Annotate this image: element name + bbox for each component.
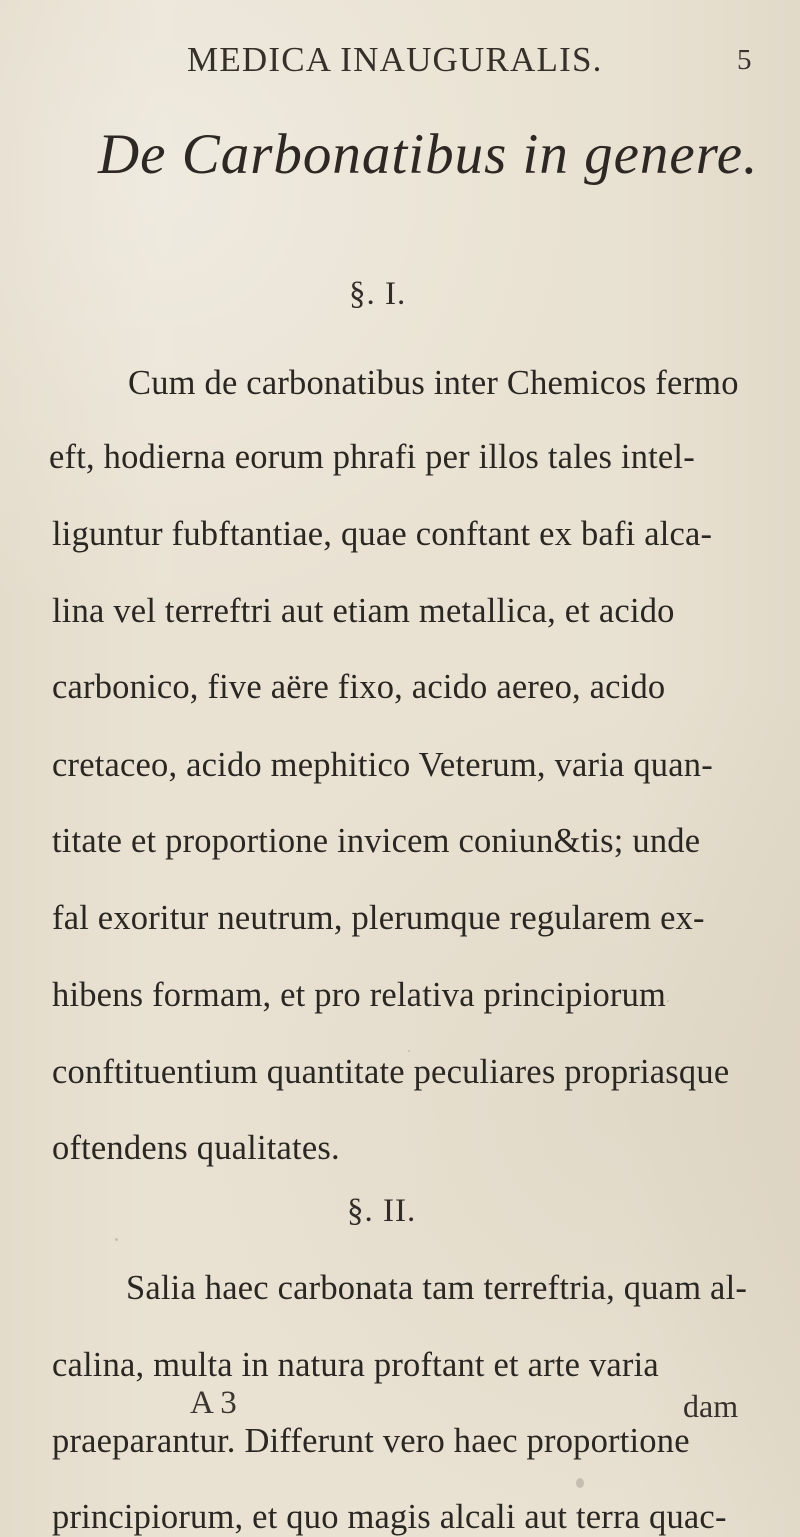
paragraph-2-line-2: calina, multa in natura proftant et arte varia — [52, 1346, 659, 1384]
paragraph-1-line-7: titate et proportione invicem coniun&tis; unde — [52, 822, 701, 860]
catchword: dam — [683, 1388, 739, 1424]
paper-speck — [576, 1478, 584, 1488]
section-heading-1: §. I. — [349, 276, 407, 312]
page-number: 5 — [737, 44, 752, 76]
paragraph-1-line-1: Cum de carbonatibus inter Chemicos fermo — [128, 364, 739, 402]
paragraph-1-line-8: fal exoritur neutrum, plerumque regularem ex- — [52, 899, 705, 937]
paper-speck — [408, 1050, 410, 1052]
paper-speck — [115, 1238, 118, 1241]
chapter-title: De Carbonatibus in genere. — [98, 123, 759, 186]
paragraph-1-line-5: carbonico, five aëre fixo, acido aereo, acido — [52, 668, 666, 706]
paragraph-2-line-4: principiorum, et quo magis alcali aut terra quac- — [52, 1498, 727, 1536]
paragraph-1-line-10: conftituentium quantitate peculiares propriasque — [52, 1053, 730, 1091]
running-head: MEDICA INAUGURALIS. — [187, 40, 603, 79]
paragraph-1-line-3: liguntur fubftantiae, quae conftant ex bafi alca- — [52, 515, 713, 553]
paragraph-1-line-4: lina vel terreftri aut etiam metallica, et acido — [52, 592, 675, 630]
paragraph-1-line-9: hibens formam, et pro relativa principiorum — [52, 976, 667, 1014]
paper-speck — [667, 1000, 669, 1002]
signature-mark: A 3 — [190, 1385, 237, 1421]
paragraph-2-line-1: Salia haec carbonata tam terreftria, quam al- — [126, 1269, 748, 1307]
section-heading-2: §. II. — [347, 1193, 417, 1229]
paragraph-2-line-3: praeparantur. Differunt vero haec proportione — [52, 1422, 690, 1460]
paragraph-1-line-2: eft, hodierna eorum phrafi per illos tales intel- — [49, 438, 695, 476]
paragraph-1-line-6: cretaceo, acido mephitico Veterum, varia quan- — [52, 746, 713, 784]
paragraph-1-line-11: oftendens qualitates. — [52, 1129, 340, 1167]
